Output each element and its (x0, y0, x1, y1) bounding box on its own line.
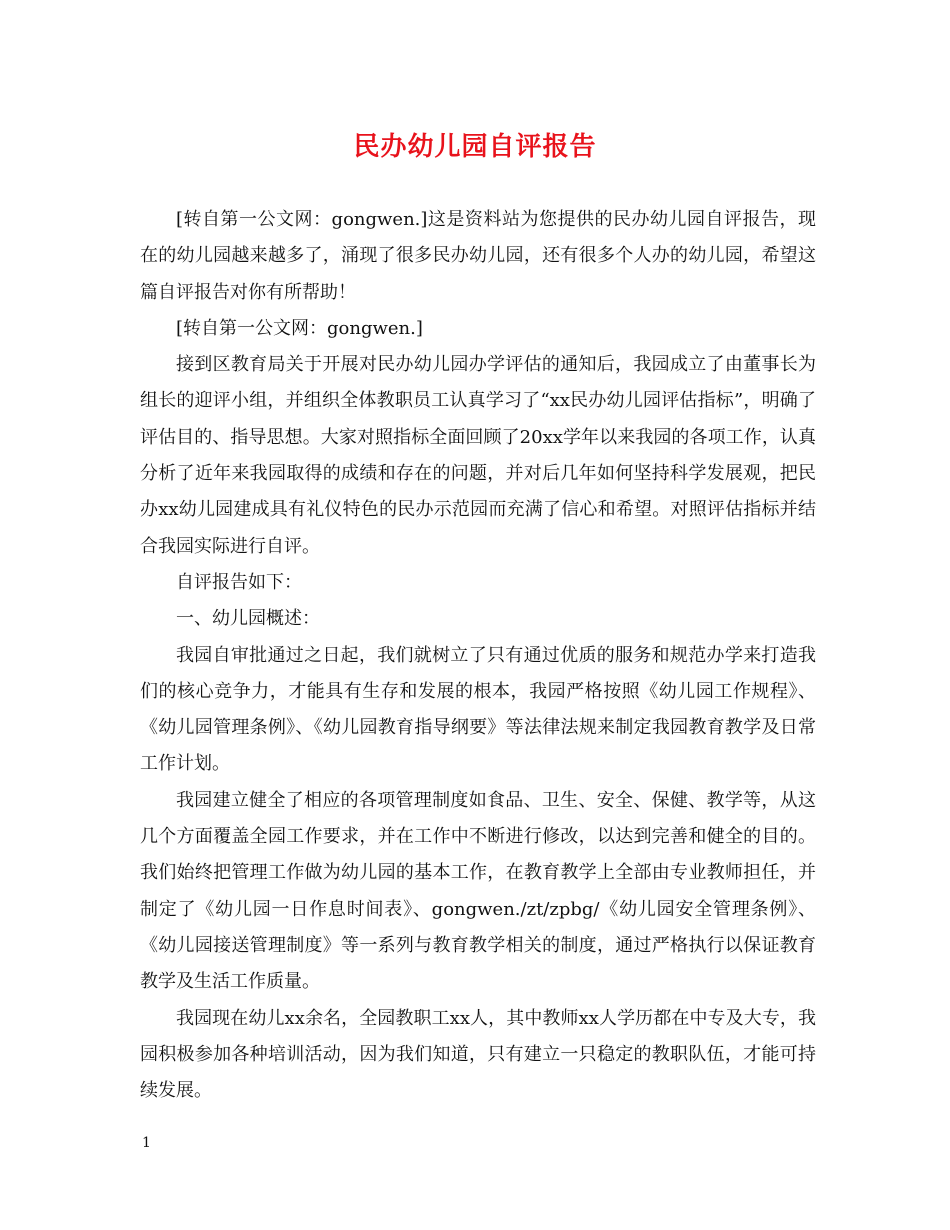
paragraph-source: [转自第一公文网：gongwen.] (176, 317, 423, 339)
document-title: 民办幼儿园自评报告 (353, 132, 597, 162)
paragraph-overview-2: 我园建立健全了相应的各项管理制度如食品、卫生、安全、保健、教学等，从这几个方面覆盖全园工作要求，并在工作中不断进行修改，以达到完善和健全的目的。我们始终把管理工作做为幼儿园的基本工作，在教育教学上全部由专业教师担任，并制定了《幼儿园一日作息时间表》、gongwen./zt/zpbg/《幼儿园安全管理条例》、《幼儿园接送管理制度》等一系列与教育教学相关的制度，通过严格执行以保证教育教学及生活工作质量。 (140, 789, 816, 993)
paragraph-background: 接到区教育局关于开展对民办幼儿园办学评估的通知后，我园成立了由董事长为组长的迎评小组，并组织全体教职员工认真学习了“xx民办幼儿园评估指标”，明确了评估目的、指导思想。大家对照指标全面回顾了20xx学年以来我园的各项工作，认真分析了近年来我园取得的成绩和存在的问题，并对后几年如何坚持科学发展观，把民办xx幼儿园建成具有礼仪特色的民办示范园而充满了信心和希望。对照评估指标并结合我园实际进行自评。 (140, 354, 816, 557)
section-heading-overview: 一、幼儿园概述： (176, 608, 320, 630)
paragraph-report-heading: 自评报告如下： (176, 571, 302, 593)
paragraph-overview-3: 我园现在幼儿xx余名，全园教职工xx人，其中教师xx人学历都在中专及大专，我园积极参加各种培训活动，因为我们知道，只有建立一只稳定的教职队伍，才能可持续发展。 (140, 1007, 816, 1102)
paragraph-intro: [转自第一公文网：gongwen.]这是资料站为您提供的民办幼儿园自评报告，现在的幼儿园越来越多了，涌现了很多民办幼儿园，还有很多个人办的幼儿园，希望这篇自评报告对你有所帮助！ (140, 209, 816, 303)
document-body (140, 202, 816, 1109)
page-number: 1 (142, 1135, 151, 1151)
paragraph-overview-1: 我园自审批通过之日起，我们就树立了只有通过优质的服务和规范办学来打造我们的核心竞争力，才能具有生存和发展的根本，我园严格按照《幼儿园工作规程》、《幼儿园管理条例》、《幼儿园教育指导纲要》等法律法规来制定我园教育教学及日常工作计划。 (140, 644, 816, 775)
